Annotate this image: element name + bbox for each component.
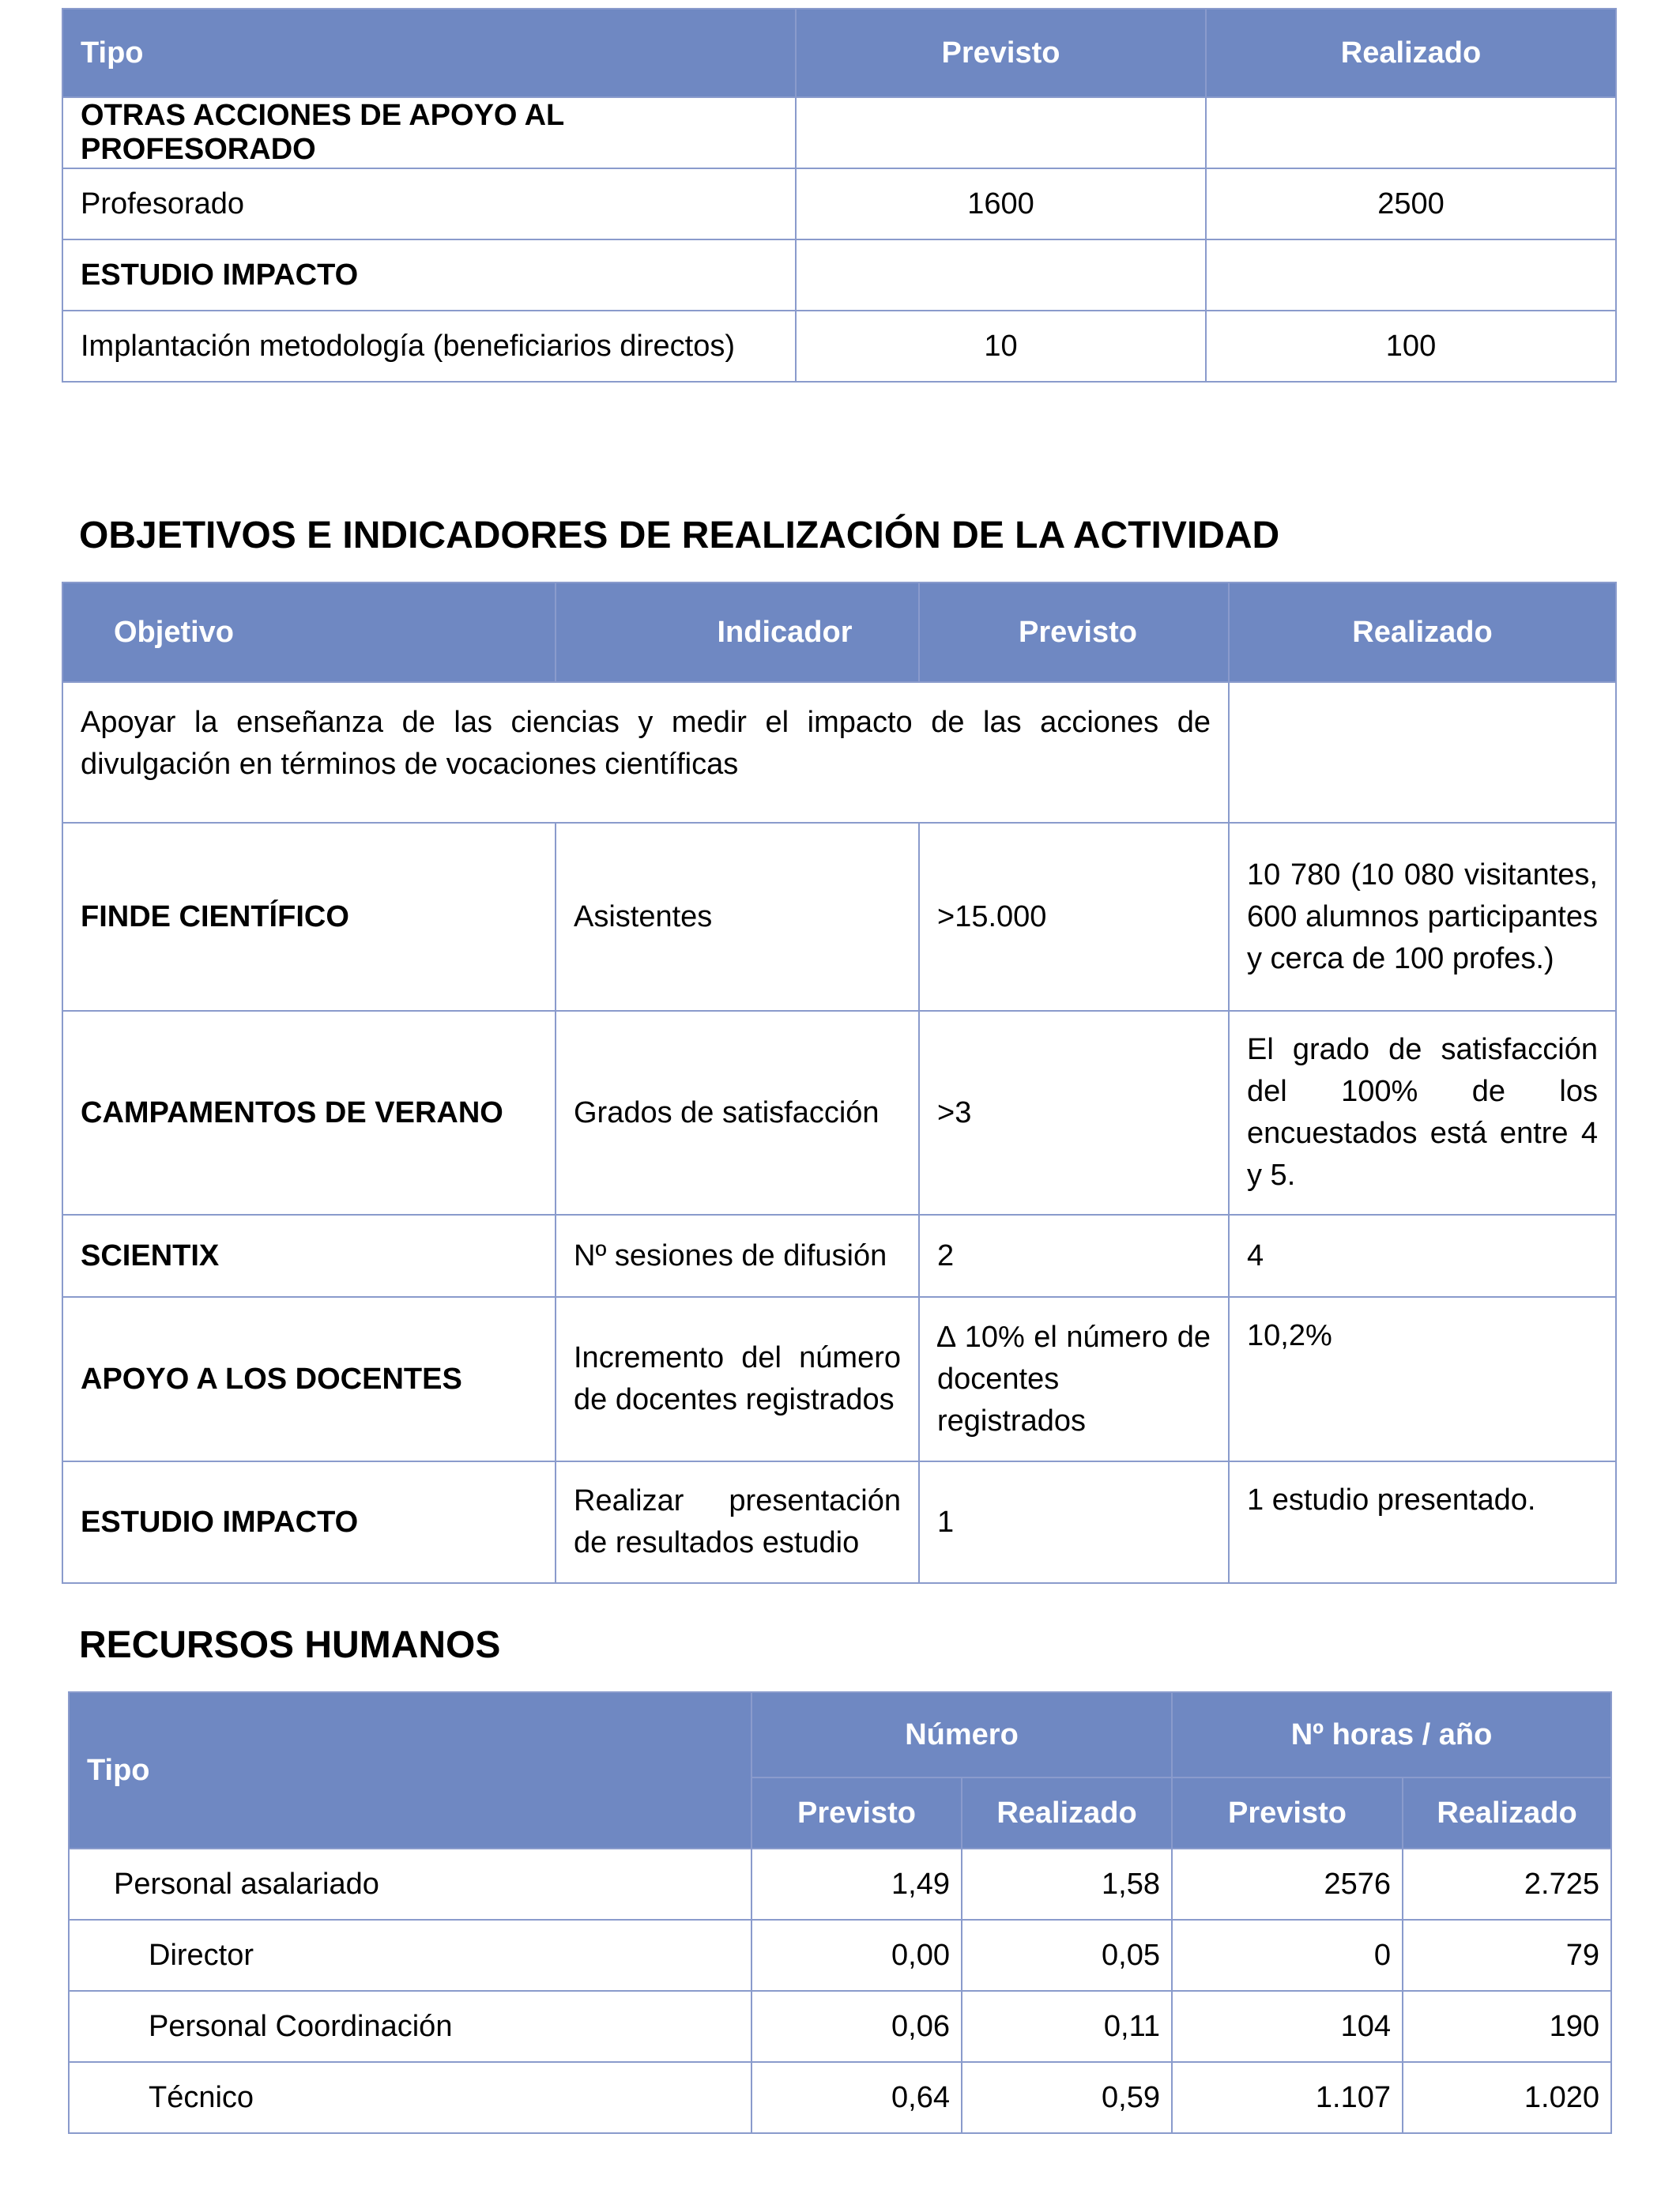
apoyo-profesorado-table xyxy=(62,8,1617,383)
header-tipo: Tipo xyxy=(69,1692,751,1849)
table-header-row xyxy=(62,9,1616,97)
header-realizado: Realizado xyxy=(1206,9,1616,97)
table-row xyxy=(62,1297,1616,1461)
header-previsto: Previsto xyxy=(919,582,1229,682)
row-tipo: Profesorado xyxy=(62,168,796,239)
row-tipo: Técnico xyxy=(69,2062,751,2133)
row-tipo: Personal asalariado xyxy=(69,1849,751,1920)
table-row xyxy=(62,1461,1616,1583)
row-realizado xyxy=(1206,239,1616,311)
header-numero-realizado: Realizado xyxy=(962,1777,1172,1849)
objective-text: Apoyar la enseñanza de las ciencias y medir el impacto de las acciones de divulgación en términos de vocaciones científicas xyxy=(62,682,1229,823)
row-previsto: 1600 xyxy=(796,168,1206,239)
row-num-previsto: 1,49 xyxy=(751,1849,962,1920)
row-objetivo: SCIENTIX xyxy=(62,1215,556,1297)
row-objetivo: CAMPAMENTOS DE VERANO xyxy=(62,1011,556,1215)
header-horas: Nº horas / año xyxy=(1172,1692,1611,1777)
table-row xyxy=(62,168,1616,239)
section-title-objetivos: OBJETIVOS E INDICADORES DE REALIZACIÓN DE LA ACTIVIDAD xyxy=(79,515,1280,556)
row-tipo: Implantación metodología (beneficiarios directos) xyxy=(62,311,796,382)
header-horas-realizado: Realizado xyxy=(1403,1777,1611,1849)
table-row xyxy=(62,311,1616,382)
recursos-humanos-table xyxy=(68,1691,1612,2134)
table-row xyxy=(69,1920,1611,1991)
row-horas-previsto: 0 xyxy=(1172,1920,1403,1991)
header-previsto: Previsto xyxy=(796,9,1206,97)
row-horas-realizado: 1.020 xyxy=(1403,2062,1611,2133)
row-previsto: 2 xyxy=(919,1215,1229,1297)
row-realizado xyxy=(1206,97,1616,168)
row-horas-realizado: 79 xyxy=(1403,1920,1611,1991)
table-row xyxy=(62,823,1616,1011)
header-numero: Número xyxy=(751,1692,1172,1777)
row-num-realizado: 0,59 xyxy=(962,2062,1172,2133)
row-objetivo: ESTUDIO IMPACTO xyxy=(62,1461,556,1583)
table-row xyxy=(69,1849,1611,1920)
row-objetivo: FINDE CIENTÍFICO xyxy=(62,823,556,1011)
row-previsto: 10 xyxy=(796,311,1206,382)
table-row xyxy=(69,2062,1611,2133)
row-num-realizado: 0,05 xyxy=(962,1920,1172,1991)
row-num-previsto: 0,64 xyxy=(751,2062,962,2133)
objective-row xyxy=(62,682,1616,823)
row-indicador: Grados de satisfacción xyxy=(556,1011,919,1215)
row-num-realizado: 1,58 xyxy=(962,1849,1172,1920)
objetivos-indicadores-table xyxy=(62,582,1617,1584)
row-objetivo: APOYO A LOS DOCENTES xyxy=(62,1297,556,1461)
section-title-recursos-humanos: RECURSOS HUMANOS xyxy=(79,1624,501,1666)
row-realizado: El grado de satisfacción del 100% de los encuestados está entre 4 y 5. xyxy=(1229,1011,1616,1215)
row-horas-realizado: 2.725 xyxy=(1403,1849,1611,1920)
row-tipo: Director xyxy=(69,1920,751,1991)
table-row xyxy=(69,1991,1611,2062)
table-row xyxy=(62,1215,1616,1297)
row-indicador: Realizar presentación de resultados estudio xyxy=(556,1461,919,1583)
row-indicador: Asistentes xyxy=(556,823,919,1011)
row-horas-realizado: 190 xyxy=(1403,1991,1611,2062)
table-row xyxy=(62,1011,1616,1215)
table-header-row xyxy=(62,582,1616,682)
row-tipo: ESTUDIO IMPACTO xyxy=(62,239,796,311)
row-horas-previsto: 1.107 xyxy=(1172,2062,1403,2133)
table-row xyxy=(62,97,1616,168)
row-previsto: 1 xyxy=(919,1461,1229,1583)
row-horas-previsto: 104 xyxy=(1172,1991,1403,2062)
row-previsto: ∆ 10% el número de docentes registrados xyxy=(919,1297,1229,1461)
objective-realizado xyxy=(1229,682,1616,823)
header-horas-previsto: Previsto xyxy=(1172,1777,1403,1849)
row-realizado: 10,2% xyxy=(1229,1297,1616,1461)
row-tipo: OTRAS ACCIONES DE APOYO AL PROFESORADO xyxy=(62,97,796,168)
row-previsto: >15.000 xyxy=(919,823,1229,1011)
row-realizado: 2500 xyxy=(1206,168,1616,239)
header-tipo: Tipo xyxy=(62,9,796,97)
header-indicador: Indicador xyxy=(556,582,919,682)
row-num-previsto: 0,06 xyxy=(751,1991,962,2062)
row-previsto xyxy=(796,97,1206,168)
header-objetivo: Objetivo xyxy=(62,582,556,682)
row-indicador: Incremento del número de docentes registrados xyxy=(556,1297,919,1461)
table-row xyxy=(62,239,1616,311)
row-horas-previsto: 2576 xyxy=(1172,1849,1403,1920)
row-indicador: Nº sesiones de difusión xyxy=(556,1215,919,1297)
row-previsto xyxy=(796,239,1206,311)
row-realizado: 10 780 (10 080 visitantes, 600 alumnos participantes y cerca de 100 profes.) xyxy=(1229,823,1616,1011)
header-numero-previsto: Previsto xyxy=(751,1777,962,1849)
row-num-previsto: 0,00 xyxy=(751,1920,962,1991)
row-realizado: 4 xyxy=(1229,1215,1616,1297)
row-tipo: Personal Coordinación xyxy=(69,1991,751,2062)
row-num-realizado: 0,11 xyxy=(962,1991,1172,2062)
header-realizado: Realizado xyxy=(1229,582,1616,682)
row-previsto: >3 xyxy=(919,1011,1229,1215)
table-header-row xyxy=(69,1692,1611,1777)
row-realizado: 1 estudio presentado. xyxy=(1229,1461,1616,1583)
row-realizado: 100 xyxy=(1206,311,1616,382)
